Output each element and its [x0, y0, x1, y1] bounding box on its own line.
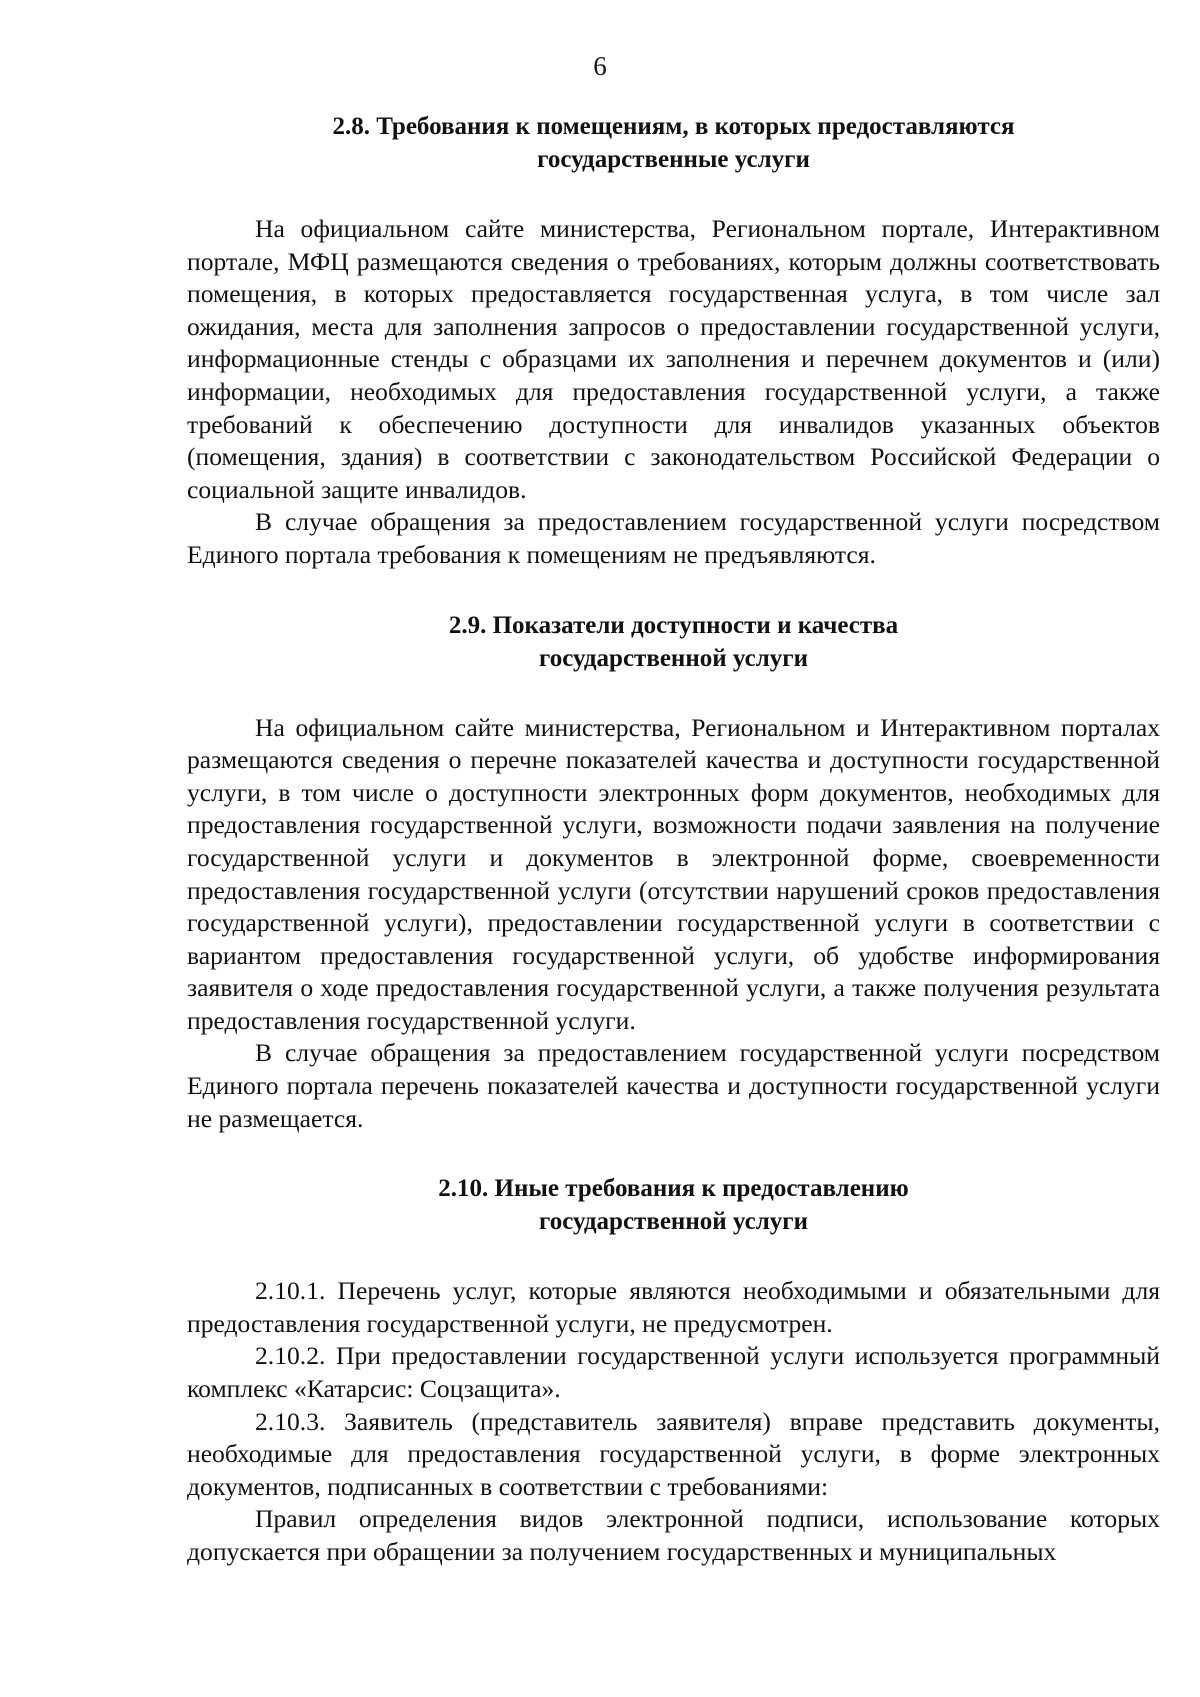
- section-2-10: [187, 1172, 1160, 1568]
- paragraph: На официальном сайте министерства, Региональном портале, Интерактивном портале, МФЦ размещаются сведения о требованиях, которым должны соответствовать помещения, в которых предоставляется государственная услуга, в том числе зал ожидания, места для заполнения запросов о предоставлении государственной услуги, информационные стенды с образцами их заполнения и перечнем документов и (или) информации, необходимых для предоставления государственной услуги, а также требований к обеспечению доступности для инвалидов указанных объектов (помещения, здания) в соответствии с законодательством Российской Федерации о социальной защите инвалидов.: [187, 214, 1160, 504]
- paragraph: Правил определения видов электронной подписи, использование которых допускается при обращении за получением государственных и муниципальных: [187, 1504, 1160, 1566]
- page-number: 6: [593, 51, 607, 81]
- heading-line: государственной услуги: [538, 644, 809, 672]
- section-2-9: [187, 609, 1160, 1136]
- paragraph: 2.10.3. Заявитель (представитель заявителя) вправе представить документы, необходимые для предоставления государственной услуги, в форме электронных документов, подписанных в соответствии с требованиями:: [187, 1406, 1160, 1501]
- document-body: [187, 110, 1160, 1569]
- heading-line: 2.10. Иные требования к предоставлению: [438, 1175, 909, 1203]
- section-2-8: [187, 110, 1160, 572]
- section-heading: [187, 110, 1160, 176]
- heading-line: 2.9. Показатели доступности и качества: [448, 611, 899, 639]
- paragraph: 2.10.2. При предоставлении государственной услуги используется программный комплекс «Катарсис: Соцзащита».: [187, 1341, 1160, 1404]
- paragraph: На официальном сайте министерства, Региональном и Интерактивном порталах размещаются сведения о перечне показателей качества и доступности государственной услуги, в том числе о доступности электронных форм документов, необходимых для предоставления государственной услуги, возможности подачи заявления на получение государственной услуги и документов в электронной форме, своевременности предоставления государственной услуги (отсутствии нарушений сроков предоставления государственной услуги), предоставлении государственной услуги в соответствии с вариантом предоставления государственной услуги, об удобстве информирования заявителя о ходе предоставления государственной услуги, а также получения результата предоставления государственной услуги.: [187, 712, 1160, 1035]
- section-heading: [187, 609, 1160, 675]
- paragraph: В случае обращения за предоставлением государственной услуги посредством Единого портала требования к помещениям не предъявляются.: [187, 507, 1160, 569]
- heading-line: государственной услуги: [538, 1208, 809, 1236]
- paragraph: В случае обращения за предоставлением государственной услуги посредством Единого портала перечень показателей качества и доступности государственной услуги не размещается.: [187, 1038, 1160, 1133]
- heading-line: государственные услуги: [537, 146, 810, 173]
- heading-line: 2.8. Требования к помещениям, в которых предоставляются: [332, 113, 1015, 140]
- section-heading: [187, 1172, 1160, 1238]
- paragraph: 2.10.1. Перечень услуг, которые являются необходимыми и обязательными для предоставления государственной услуги, не предусмотрен.: [187, 1276, 1160, 1338]
